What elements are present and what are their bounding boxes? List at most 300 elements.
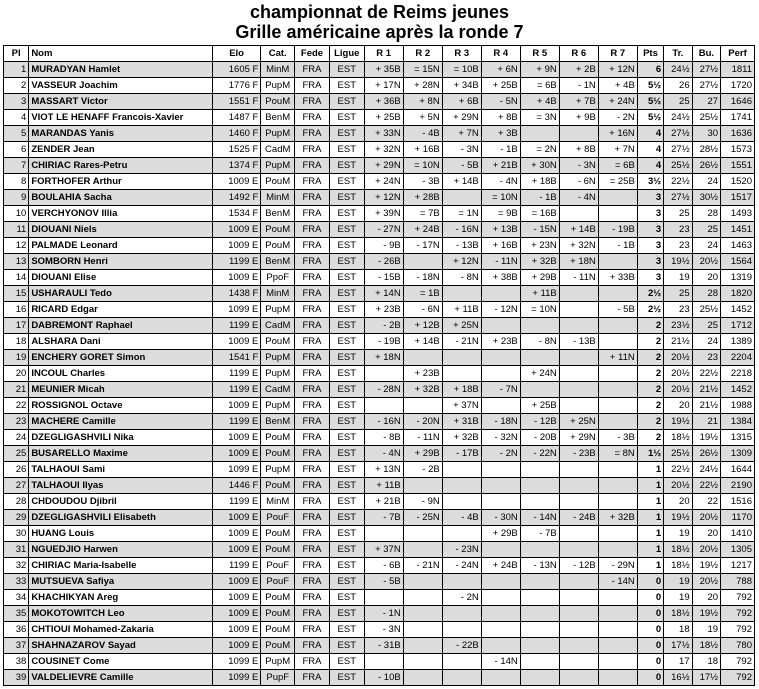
table-cell: FRA: [295, 238, 330, 254]
table-cell: + 23B: [481, 334, 520, 350]
table-cell: = 15N: [403, 62, 442, 78]
table-cell: 1517: [721, 190, 755, 206]
table-cell: EST: [329, 670, 364, 686]
table-cell: NGUEDJIO Harwen: [29, 542, 213, 558]
column-header: Elo: [212, 46, 261, 62]
table-cell: 1315: [721, 430, 755, 446]
table-cell: FRA: [295, 366, 330, 382]
table-cell: [442, 574, 481, 590]
table-cell: 2½: [637, 302, 663, 318]
table-cell: FRA: [295, 142, 330, 158]
table-cell: [442, 462, 481, 478]
table-cell: - 4N: [481, 174, 520, 190]
table-cell: 21½: [692, 382, 720, 398]
table-cell: FRA: [295, 414, 330, 430]
table-cell: - 3N: [364, 622, 403, 638]
table-cell: - 29N: [598, 558, 637, 574]
table-cell: - 6N: [559, 174, 598, 190]
table-cell: 21½: [664, 334, 692, 350]
table-cell: PouM: [261, 606, 295, 622]
table-cell: 0: [637, 606, 663, 622]
table-cell: - 13N: [520, 558, 559, 574]
table-cell: 2: [637, 414, 663, 430]
table-row: [4, 590, 755, 606]
table-cell: [520, 638, 559, 654]
table-cell: [598, 206, 637, 222]
table-cell: [520, 318, 559, 334]
table-cell: [598, 638, 637, 654]
table-cell: + 16N: [598, 126, 637, 142]
table-cell: PupM: [261, 302, 295, 318]
table-row: [4, 622, 755, 638]
table-cell: EST: [329, 366, 364, 382]
table-cell: EST: [329, 382, 364, 398]
table-cell: [442, 622, 481, 638]
table-cell: - 3N: [442, 142, 481, 158]
table-cell: = 1N: [442, 206, 481, 222]
table-cell: - 19B: [364, 334, 403, 350]
table-cell: PouM: [261, 590, 295, 606]
table-cell: - 9B: [364, 238, 403, 254]
table-cell: EST: [329, 590, 364, 606]
table-cell: [481, 590, 520, 606]
table-cell: [598, 334, 637, 350]
table-cell: 0: [637, 654, 663, 670]
table-row: [4, 238, 755, 254]
table-cell: [559, 622, 598, 638]
table-cell: 1009 E: [212, 590, 261, 606]
table-cell: + 8B: [559, 142, 598, 158]
standings-table: [3, 45, 755, 686]
table-cell: MOKOTOWITCH Leo: [29, 606, 213, 622]
table-cell: + 18B: [520, 174, 559, 190]
table-cell: 1741: [721, 110, 755, 126]
table-cell: [559, 350, 598, 366]
table-cell: + 36B: [364, 94, 403, 110]
table-cell: 0: [637, 638, 663, 654]
table-row: [4, 638, 755, 654]
table-cell: 1199 E: [212, 558, 261, 574]
table-cell: [403, 574, 442, 590]
table-cell: 0: [637, 574, 663, 590]
table-cell: EST: [329, 270, 364, 286]
table-cell: + 25N: [442, 318, 481, 334]
table-cell: + 32B: [442, 430, 481, 446]
table-cell: PupM: [261, 78, 295, 94]
table-cell: 1811: [721, 62, 755, 78]
table-body: [4, 62, 755, 686]
table-cell: 5½: [637, 110, 663, 126]
table-cell: MARANDAS Yanis: [29, 126, 213, 142]
table-cell: 8: [4, 174, 29, 190]
table-cell: FRA: [295, 350, 330, 366]
table-row: [4, 254, 755, 270]
table-cell: 18½: [664, 558, 692, 574]
table-cell: - 5B: [364, 574, 403, 590]
table-row: [4, 190, 755, 206]
table-cell: FRA: [295, 446, 330, 462]
table-cell: 24: [692, 174, 720, 190]
table-cell: 3: [637, 190, 663, 206]
table-cell: 2: [637, 382, 663, 398]
table-cell: 22½: [692, 478, 720, 494]
table-cell: + 12B: [403, 318, 442, 334]
table-cell: 1199 E: [212, 366, 261, 382]
table-cell: 24½: [692, 462, 720, 478]
table-cell: FRA: [295, 574, 330, 590]
table-cell: PouM: [261, 622, 295, 638]
table-row: [4, 334, 755, 350]
table-cell: 5: [4, 126, 29, 142]
table-cell: MEUNIER Micah: [29, 382, 213, 398]
column-header: Ligue: [329, 46, 364, 62]
table-cell: 19: [692, 622, 720, 638]
table-cell: 9: [4, 190, 29, 206]
table-cell: 19½: [692, 558, 720, 574]
table-cell: [598, 654, 637, 670]
table-cell: 22: [692, 494, 720, 510]
table-cell: 16: [4, 302, 29, 318]
table-cell: + 7B: [559, 94, 598, 110]
column-header: Fede: [295, 46, 330, 62]
table-cell: SHAHNAZAROV Sayad: [29, 638, 213, 654]
table-cell: [481, 542, 520, 558]
table-cell: BenM: [261, 254, 295, 270]
table-row: [4, 510, 755, 526]
table-cell: 792: [721, 670, 755, 686]
table-cell: FRA: [295, 542, 330, 558]
table-cell: 34: [4, 590, 29, 606]
table-cell: PouM: [261, 638, 295, 654]
table-cell: EST: [329, 574, 364, 590]
table-cell: MACHERE Camille: [29, 414, 213, 430]
table-cell: + 5N: [403, 110, 442, 126]
table-cell: 1305: [721, 542, 755, 558]
table-cell: PouM: [261, 334, 295, 350]
table-cell: + 11B: [520, 286, 559, 302]
table-cell: [598, 542, 637, 558]
table-cell: ZENDER Jean: [29, 142, 213, 158]
table-cell: 3: [4, 94, 29, 110]
table-cell: 1009 E: [212, 542, 261, 558]
table-cell: PupM: [261, 350, 295, 366]
table-cell: 22½: [664, 462, 692, 478]
table-cell: 1712: [721, 318, 755, 334]
table-cell: [403, 590, 442, 606]
table-cell: 2: [637, 318, 663, 334]
column-header: R 1: [364, 46, 403, 62]
table-cell: + 24B: [481, 558, 520, 574]
table-cell: [403, 398, 442, 414]
table-cell: + 28B: [403, 190, 442, 206]
table-cell: = 2N: [520, 142, 559, 158]
table-cell: FRA: [295, 430, 330, 446]
table-cell: 2218: [721, 366, 755, 382]
table-cell: [442, 654, 481, 670]
table-cell: - 21N: [403, 558, 442, 574]
table-cell: [598, 462, 637, 478]
column-header: Tr.: [664, 46, 692, 62]
table-cell: RICARD Edgar: [29, 302, 213, 318]
table-row: [4, 542, 755, 558]
table-cell: [598, 398, 637, 414]
table-cell: 1564: [721, 254, 755, 270]
table-cell: DZEGLIGASHVILI Elisabeth: [29, 510, 213, 526]
table-cell: + 35B: [364, 62, 403, 78]
table-cell: 24: [692, 238, 720, 254]
table-cell: + 29N: [559, 430, 598, 446]
table-cell: 26: [4, 462, 29, 478]
table-row: [4, 414, 755, 430]
table-cell: 23½: [664, 318, 692, 334]
table-cell: 15: [4, 286, 29, 302]
table-cell: CHIRIAC Maria-Isabelle: [29, 558, 213, 574]
table-cell: 20½: [692, 510, 720, 526]
table-cell: FRA: [295, 654, 330, 670]
table-cell: + 25N: [559, 414, 598, 430]
table-row: [4, 606, 755, 622]
table-cell: PouM: [261, 174, 295, 190]
table-cell: EST: [329, 318, 364, 334]
table-cell: EST: [329, 558, 364, 574]
table-cell: - 20N: [403, 414, 442, 430]
table-cell: EST: [329, 398, 364, 414]
table-row: [4, 318, 755, 334]
table-cell: - 5B: [598, 302, 637, 318]
table-cell: EST: [329, 78, 364, 94]
table-cell: = 25B: [598, 174, 637, 190]
table-cell: 25: [664, 286, 692, 302]
table-cell: [598, 286, 637, 302]
table-cell: 788: [721, 574, 755, 590]
table-cell: PouM: [261, 542, 295, 558]
table-cell: [520, 382, 559, 398]
table-cell: + 2B: [559, 62, 598, 78]
table-cell: + 37N: [364, 542, 403, 558]
table-cell: [598, 254, 637, 270]
table-cell: EST: [329, 222, 364, 238]
table-cell: [442, 286, 481, 302]
table-row: [4, 350, 755, 366]
table-cell: FRA: [295, 78, 330, 94]
table-cell: - 28N: [364, 382, 403, 398]
table-cell: 26½: [692, 446, 720, 462]
table-cell: MinM: [261, 494, 295, 510]
column-header: R 5: [520, 46, 559, 62]
table-cell: EST: [329, 542, 364, 558]
table-cell: USHARAULI Tedo: [29, 286, 213, 302]
table-cell: 1573: [721, 142, 755, 158]
table-cell: 2: [637, 398, 663, 414]
table-cell: [598, 670, 637, 686]
table-cell: CHTIOUI Mohamed-Zakaria: [29, 622, 213, 638]
table-cell: - 2N: [481, 446, 520, 462]
table-cell: [559, 638, 598, 654]
table-cell: [559, 574, 598, 590]
table-cell: 20: [4, 366, 29, 382]
table-cell: 1720: [721, 78, 755, 94]
table-cell: DABREMONT Raphael: [29, 318, 213, 334]
table-cell: + 23N: [520, 238, 559, 254]
table-cell: 35: [4, 606, 29, 622]
table-cell: + 32B: [598, 510, 637, 526]
table-cell: - 6N: [403, 302, 442, 318]
table-cell: + 14B: [559, 222, 598, 238]
table-cell: [481, 574, 520, 590]
table-cell: - 24B: [559, 510, 598, 526]
table-cell: 792: [721, 590, 755, 606]
table-cell: + 25B: [520, 398, 559, 414]
table-cell: 1452: [721, 302, 755, 318]
table-cell: = 7B: [403, 206, 442, 222]
table-cell: 2: [637, 334, 663, 350]
table-cell: 20½: [692, 254, 720, 270]
table-cell: FRA: [295, 590, 330, 606]
table-cell: ALSHARA Dani: [29, 334, 213, 350]
table-cell: 1389: [721, 334, 755, 350]
table-cell: - 15B: [364, 270, 403, 286]
table-cell: - 14N: [481, 654, 520, 670]
table-cell: 1463: [721, 238, 755, 254]
table-cell: 3: [637, 270, 663, 286]
table-cell: PouM: [261, 238, 295, 254]
table-cell: 20½: [692, 542, 720, 558]
table-cell: 25: [4, 446, 29, 462]
table-cell: 1009 E: [212, 222, 261, 238]
table-cell: EST: [329, 638, 364, 654]
table-cell: + 24B: [403, 222, 442, 238]
table-cell: [559, 302, 598, 318]
table-cell: [559, 606, 598, 622]
table-cell: [364, 398, 403, 414]
table-cell: 1452: [721, 382, 755, 398]
table-cell: 780: [721, 638, 755, 654]
table-cell: [481, 622, 520, 638]
table-cell: EST: [329, 302, 364, 318]
table-cell: 26½: [692, 158, 720, 174]
table-cell: [442, 526, 481, 542]
table-cell: EST: [329, 510, 364, 526]
table-row: [4, 478, 755, 494]
table-cell: 4: [637, 158, 663, 174]
table-cell: 27: [4, 478, 29, 494]
table-cell: 23: [4, 414, 29, 430]
table-cell: = 6B: [598, 158, 637, 174]
table-cell: 1009 E: [212, 606, 261, 622]
table-cell: 1438 F: [212, 286, 261, 302]
table-cell: [442, 350, 481, 366]
table-cell: - 30N: [481, 510, 520, 526]
table-cell: + 23B: [403, 366, 442, 382]
table-row: [4, 126, 755, 142]
table-cell: 1009 E: [212, 430, 261, 446]
table-cell: [442, 190, 481, 206]
table-cell: [598, 622, 637, 638]
table-cell: [442, 478, 481, 494]
table-cell: - 26B: [364, 254, 403, 270]
table-cell: [598, 190, 637, 206]
table-cell: + 12N: [364, 190, 403, 206]
table-cell: [559, 478, 598, 494]
table-cell: FRA: [295, 494, 330, 510]
table-cell: 1199 E: [212, 318, 261, 334]
table-cell: EST: [329, 206, 364, 222]
table-cell: [403, 622, 442, 638]
table-row: [4, 78, 755, 94]
table-cell: + 21B: [364, 494, 403, 510]
table-cell: - 4N: [559, 190, 598, 206]
table-cell: - 6B: [364, 558, 403, 574]
table-cell: 1009 E: [212, 334, 261, 350]
table-row: [4, 446, 755, 462]
table-cell: 792: [721, 622, 755, 638]
table-cell: FRA: [295, 222, 330, 238]
table-cell: 32: [4, 558, 29, 574]
table-cell: - 12B: [520, 414, 559, 430]
table-cell: FRA: [295, 94, 330, 110]
table-cell: HUANG Louis: [29, 526, 213, 542]
table-cell: BOULAHIA Sacha: [29, 190, 213, 206]
table-cell: - 12N: [481, 302, 520, 318]
table-cell: 13: [4, 254, 29, 270]
table-cell: VERCHYONOV Illia: [29, 206, 213, 222]
table-cell: 22½: [692, 366, 720, 382]
table-cell: 29: [4, 510, 29, 526]
table-cell: [364, 366, 403, 382]
table-cell: FRA: [295, 206, 330, 222]
table-cell: - 3N: [559, 158, 598, 174]
table-cell: VIOT LE HENAFF Francois-Xavier: [29, 110, 213, 126]
table-cell: + 6B: [442, 94, 481, 110]
table-cell: 17: [4, 318, 29, 334]
table-cell: 1: [637, 510, 663, 526]
table-cell: [559, 494, 598, 510]
table-cell: = 10N: [481, 190, 520, 206]
table-cell: EST: [329, 654, 364, 670]
table-cell: FRA: [295, 174, 330, 190]
table-cell: - 8N: [442, 270, 481, 286]
table-cell: EST: [329, 526, 364, 542]
table-cell: + 14B: [403, 334, 442, 350]
table-cell: - 7B: [364, 510, 403, 526]
table-cell: 18½: [664, 542, 692, 558]
table-cell: + 29B: [403, 446, 442, 462]
table-cell: - 25N: [403, 510, 442, 526]
table-cell: [481, 398, 520, 414]
table-cell: MASSART Victor: [29, 94, 213, 110]
table-cell: EST: [329, 110, 364, 126]
table-cell: + 33N: [364, 126, 403, 142]
table-cell: [520, 350, 559, 366]
table-cell: + 28N: [403, 78, 442, 94]
table-cell: MURADYAN Hamlet: [29, 62, 213, 78]
table-cell: [559, 462, 598, 478]
table-cell: [520, 494, 559, 510]
table-cell: 28: [4, 494, 29, 510]
table-cell: [442, 494, 481, 510]
table-cell: 1: [637, 558, 663, 574]
table-cell: 28: [692, 286, 720, 302]
table-cell: 24½: [664, 62, 692, 78]
table-cell: + 9N: [520, 62, 559, 78]
table-cell: 0: [637, 590, 663, 606]
table-cell: - 23N: [442, 542, 481, 558]
table-cell: 4: [4, 110, 29, 126]
table-cell: - 21N: [442, 334, 481, 350]
table-row: [4, 462, 755, 478]
table-cell: 23: [692, 350, 720, 366]
table-cell: + 24N: [520, 366, 559, 382]
